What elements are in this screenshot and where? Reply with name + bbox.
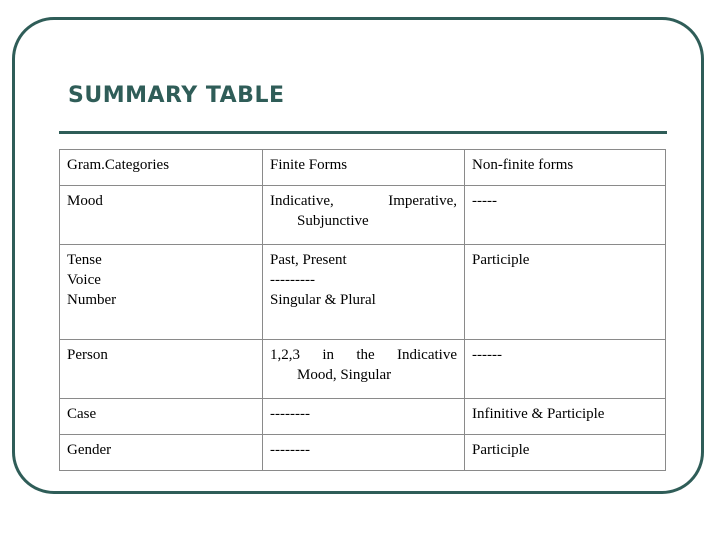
header-cell-categories: Gram.Categories bbox=[60, 150, 263, 186]
category-line: Voice bbox=[67, 272, 101, 288]
nonfinite-cell: Participle bbox=[464, 435, 665, 471]
finite-cell: -------- bbox=[263, 435, 465, 471]
category-cell: Person bbox=[60, 340, 263, 399]
table-row-person bbox=[60, 340, 666, 399]
title-divider bbox=[59, 131, 667, 134]
category-cell: Mood bbox=[60, 186, 263, 245]
finite-text-line: Subjunctive bbox=[297, 213, 369, 229]
nonfinite-cell: ----- bbox=[464, 186, 665, 245]
summary-table bbox=[59, 149, 666, 471]
table-header-row bbox=[60, 150, 666, 186]
category-cell bbox=[60, 245, 263, 340]
nonfinite-cell: Participle bbox=[464, 245, 665, 340]
page-title: SUMMARY TABLE bbox=[68, 83, 285, 108]
finite-text-line: --------- bbox=[270, 272, 315, 288]
table-row-tense-voice-number bbox=[60, 245, 666, 340]
finite-cell: -------- bbox=[263, 399, 465, 435]
nonfinite-cell: Infinitive & Participle bbox=[464, 399, 665, 435]
finite-text-line: 1,2,3 in the Indicative bbox=[270, 347, 457, 363]
header-cell-nonfinite: Non-finite forms bbox=[464, 150, 665, 186]
header-cell-finite: Finite Forms bbox=[263, 150, 465, 186]
category-cell: Case bbox=[60, 399, 263, 435]
finite-text-line: Indicative, Imperative, bbox=[270, 193, 457, 209]
finite-text-line: Mood, Singular bbox=[297, 367, 392, 383]
category-line: Tense bbox=[67, 252, 102, 268]
category-cell: Gender bbox=[60, 435, 263, 471]
category-line: Number bbox=[67, 292, 117, 308]
nonfinite-cell: ------ bbox=[464, 340, 665, 399]
table-row-gender bbox=[60, 435, 666, 471]
finite-cell bbox=[263, 186, 465, 245]
finite-cell bbox=[263, 245, 465, 340]
finite-text-line: Singular & Plural bbox=[270, 292, 376, 308]
finite-text-line: Past, Present bbox=[270, 252, 347, 268]
table-row-case bbox=[60, 399, 666, 435]
table-row-mood bbox=[60, 186, 666, 245]
finite-cell bbox=[263, 340, 465, 399]
